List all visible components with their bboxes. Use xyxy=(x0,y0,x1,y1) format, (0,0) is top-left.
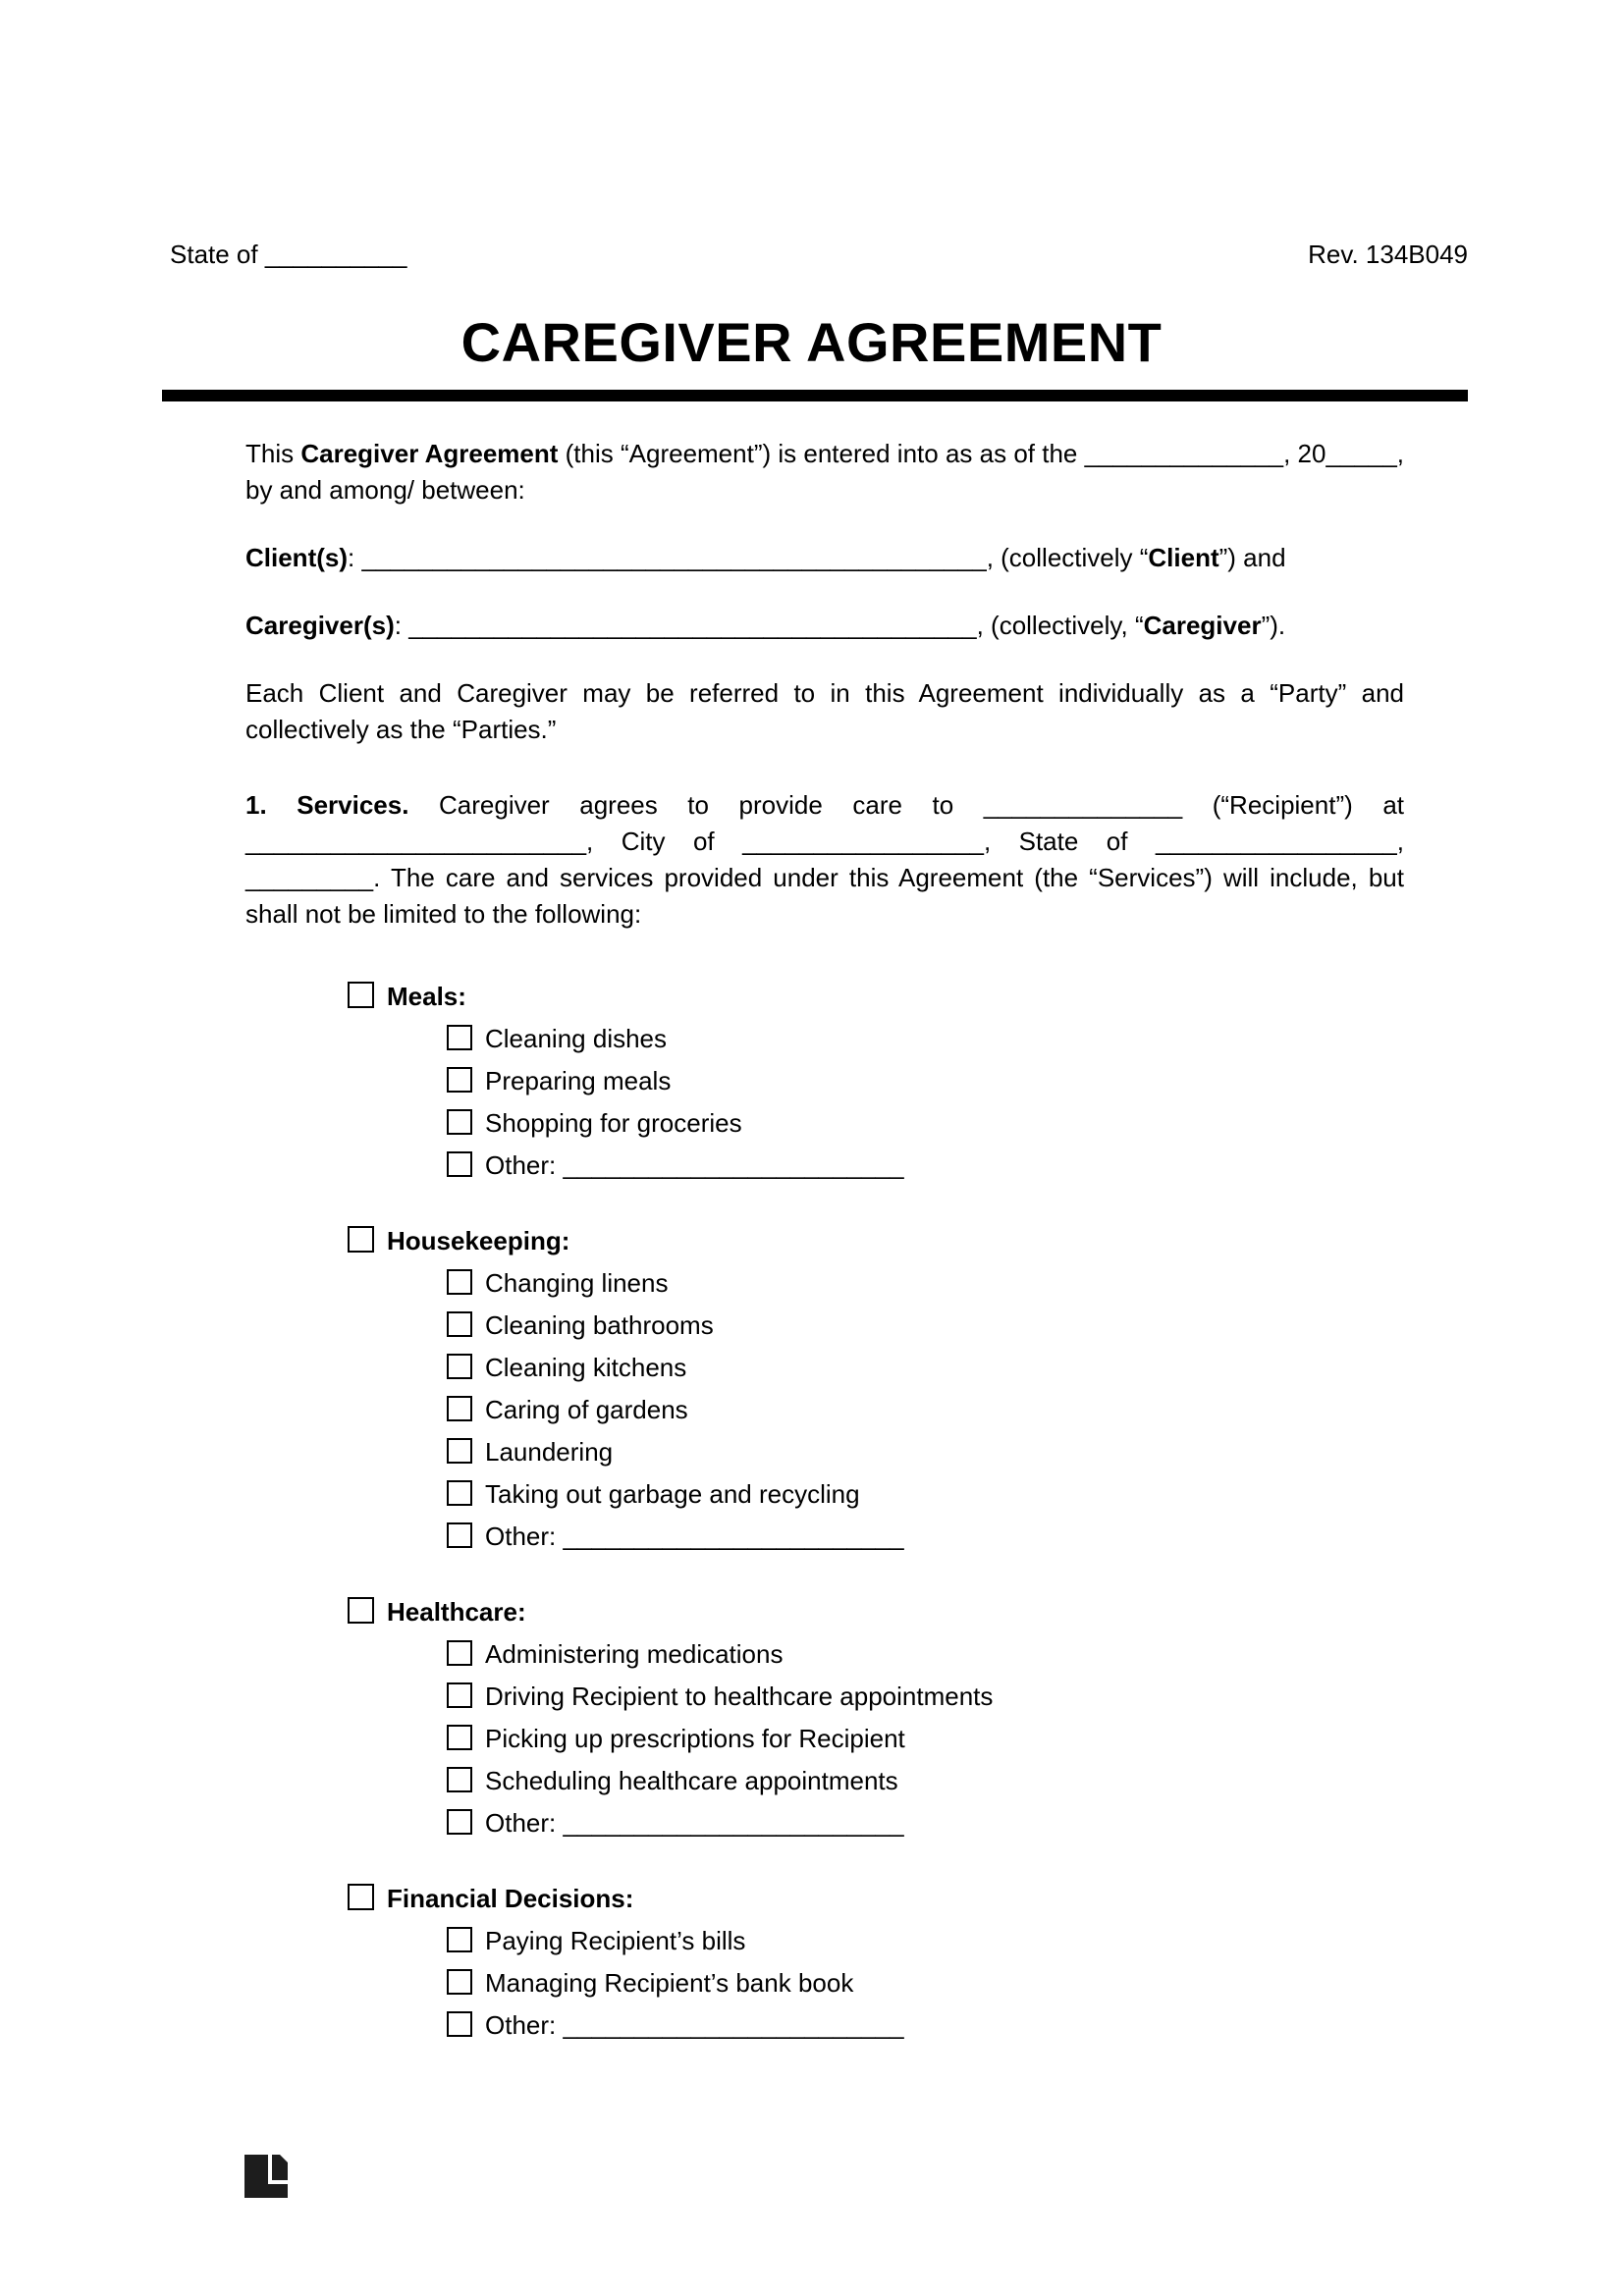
agreement-name-bold: Caregiver Agreement xyxy=(300,439,559,468)
section-heading-label: Housekeeping: xyxy=(387,1226,570,1255)
services-paragraph xyxy=(245,787,1404,933)
healthcare-heading-row xyxy=(348,1591,1404,1633)
section-heading-label: Financial Decisions: xyxy=(387,1884,634,1913)
services-text: . The care and services provided under this Agreement (the “Services”) will include, but shall not be limited to the following: xyxy=(245,863,1404,929)
checklist-item xyxy=(447,1262,1404,1305)
checkbox-icon[interactable] xyxy=(447,1109,472,1135)
financial-heading-row xyxy=(348,1878,1404,1920)
document-body xyxy=(245,436,1404,2080)
checkbox-icon[interactable] xyxy=(447,1682,472,1708)
checkbox-icon[interactable] xyxy=(447,2011,472,2037)
other-blank: ________________________ xyxy=(563,1522,904,1551)
intro-text: , by and among/ between: xyxy=(245,439,1405,505)
recipient-name-blank: ______________ xyxy=(983,790,1183,820)
checklist-item xyxy=(447,1431,1404,1473)
client-term-bold: Client xyxy=(1148,543,1219,572)
services-text: , xyxy=(1396,827,1404,856)
checkbox-icon[interactable] xyxy=(447,1438,472,1464)
checkbox-icon[interactable] xyxy=(447,1927,472,1952)
caregiver-text: “ xyxy=(1134,611,1144,640)
client-name-blank: ____________________________________________ xyxy=(361,543,987,572)
checklist-item-label: Shopping for groceries xyxy=(485,1108,742,1138)
other-label: Other: xyxy=(485,1808,564,1838)
checklist-item-label: Cleaning dishes xyxy=(485,1024,668,1053)
parties-paragraph: Each Client and Caregiver may be referred to in this Agreement individually as a “Party” and collectively as the “Parties.” xyxy=(245,678,1404,744)
other-blank: ________________________ xyxy=(563,1808,904,1838)
checklist-item-label: Picking up prescriptions for Recipient xyxy=(485,1724,905,1753)
checklist-item xyxy=(447,1920,1404,1962)
caregiver-term-bold: Caregiver xyxy=(1143,611,1262,640)
checkbox-icon[interactable] xyxy=(447,1067,472,1093)
checklist-item xyxy=(447,1347,1404,1389)
other-label: Other: xyxy=(485,1522,564,1551)
other-label: Other: xyxy=(485,1150,564,1180)
section-meals xyxy=(245,976,1404,1187)
checklist-item xyxy=(447,1305,1404,1347)
caregiver-text: ”). xyxy=(1261,611,1286,640)
checkbox-icon[interactable] xyxy=(447,1809,472,1835)
client-label: Client(s) xyxy=(245,543,348,572)
checklist-item-label: Caring of gardens xyxy=(485,1395,688,1424)
state-of-line xyxy=(170,238,406,271)
checklist-item-label: Taking out garbage and recycling xyxy=(485,1479,860,1509)
intro-text: (this “Agreement”) is entered into as as of the xyxy=(558,439,1085,468)
services-text: , City of xyxy=(586,827,743,856)
checklist-item xyxy=(447,1018,1404,1060)
state-blank: _________________ xyxy=(1155,827,1397,856)
checkbox-icon[interactable] xyxy=(447,1969,472,1995)
checklist-item xyxy=(447,1962,1404,2004)
checklist-item xyxy=(447,1473,1404,1516)
client-text: , (collectively “ xyxy=(986,543,1149,572)
checklist-item-label: Laundering xyxy=(485,1437,614,1467)
year-blank: _____ xyxy=(1325,439,1397,468)
checkbox-icon[interactable] xyxy=(447,1025,472,1050)
checklist-item xyxy=(447,1633,1404,1676)
checklist-item xyxy=(447,1389,1404,1431)
checklist-item-other xyxy=(447,1516,1404,1558)
address-blank: ________________________ xyxy=(245,827,587,856)
services-text: Caregiver agrees to provide care to xyxy=(408,790,984,820)
checkbox-icon[interactable] xyxy=(348,982,374,1008)
checklist-item-label: Driving Recipient to healthcare appointments xyxy=(485,1682,994,1711)
meals-heading-row xyxy=(348,976,1404,1018)
city-blank: _________________ xyxy=(742,827,984,856)
checkbox-icon[interactable] xyxy=(447,1725,472,1750)
intro-text: , 20 xyxy=(1283,439,1326,468)
checklist-item xyxy=(447,1102,1404,1145)
checklist-item xyxy=(447,1676,1404,1718)
checkbox-icon[interactable] xyxy=(447,1767,472,1792)
checklist-item-label: Cleaning bathrooms xyxy=(485,1310,714,1340)
checkbox-icon[interactable] xyxy=(447,1354,472,1379)
client-text: ”) and xyxy=(1218,543,1286,572)
client-paragraph xyxy=(245,540,1404,576)
checkbox-icon[interactable] xyxy=(447,1269,472,1295)
checklist-item-other xyxy=(447,1802,1404,1844)
section-heading-label: Healthcare: xyxy=(387,1597,526,1627)
checklist-item-label: Managing Recipient’s bank book xyxy=(485,1968,854,1998)
zip-blank: _________ xyxy=(245,863,374,892)
client-text: : xyxy=(348,543,362,572)
checklist-item-other xyxy=(447,1145,1404,1187)
caregiver-label: Caregiver(s) xyxy=(245,611,395,640)
services-text: (“Recipient”) at xyxy=(1182,790,1404,820)
title-divider xyxy=(162,390,1468,401)
section-financial-decisions xyxy=(245,1878,1404,2047)
checkbox-icon[interactable] xyxy=(447,1311,472,1337)
checklist-item xyxy=(447,1760,1404,1802)
services-text: , State of xyxy=(983,827,1156,856)
revision-number: Rev. 134B049 xyxy=(1308,240,1468,269)
checklist-item-label: Preparing meals xyxy=(485,1066,672,1095)
caregiver-paragraph xyxy=(245,608,1404,644)
checkbox-icon[interactable] xyxy=(348,1226,374,1253)
intro-paragraph xyxy=(245,436,1404,508)
checkbox-icon[interactable] xyxy=(447,1522,472,1548)
checkbox-icon[interactable] xyxy=(348,1597,374,1624)
caregiver-text: : xyxy=(394,611,409,640)
other-blank: ________________________ xyxy=(563,1150,904,1180)
checkbox-icon[interactable] xyxy=(348,1884,374,1910)
housekeeping-heading-row xyxy=(348,1220,1404,1262)
caregiver-name-blank: ________________________________________ xyxy=(408,611,977,640)
page-header xyxy=(170,238,1468,271)
state-of-label: State of xyxy=(170,240,265,269)
section-healthcare xyxy=(245,1591,1404,1844)
date-blank: ______________ xyxy=(1084,439,1284,468)
checklist-item-label: Cleaning kitchens xyxy=(485,1353,687,1382)
checkbox-icon[interactable] xyxy=(447,1396,472,1421)
services-heading-bold: 1. Services. xyxy=(245,790,409,820)
section-housekeeping xyxy=(245,1220,1404,1558)
checklist-item-label: Scheduling healthcare appointments xyxy=(485,1766,898,1795)
checkbox-icon[interactable] xyxy=(447,1151,472,1177)
checkbox-icon[interactable] xyxy=(447,1480,472,1506)
checklist-item-label: Administering medications xyxy=(485,1639,784,1669)
other-label: Other: xyxy=(485,2010,564,2040)
caregiver-text: , (collectively, xyxy=(976,611,1135,640)
checklist-item xyxy=(447,1060,1404,1102)
section-heading-label: Meals: xyxy=(387,982,466,1011)
checklist-item-label: Changing linens xyxy=(485,1268,669,1298)
page-title: CAREGIVER AGREEMENT xyxy=(460,311,1163,373)
other-blank: ________________________ xyxy=(563,2010,904,2040)
intro-text: This xyxy=(245,439,301,468)
checkbox-icon[interactable] xyxy=(447,1640,472,1666)
checklist-item xyxy=(447,1718,1404,1760)
checklist-item-other xyxy=(447,2004,1404,2047)
legal-templates-logo-icon xyxy=(244,2155,288,2198)
state-of-blank: __________ xyxy=(264,240,407,269)
checklist-item-label: Paying Recipient’s bills xyxy=(485,1926,746,1955)
